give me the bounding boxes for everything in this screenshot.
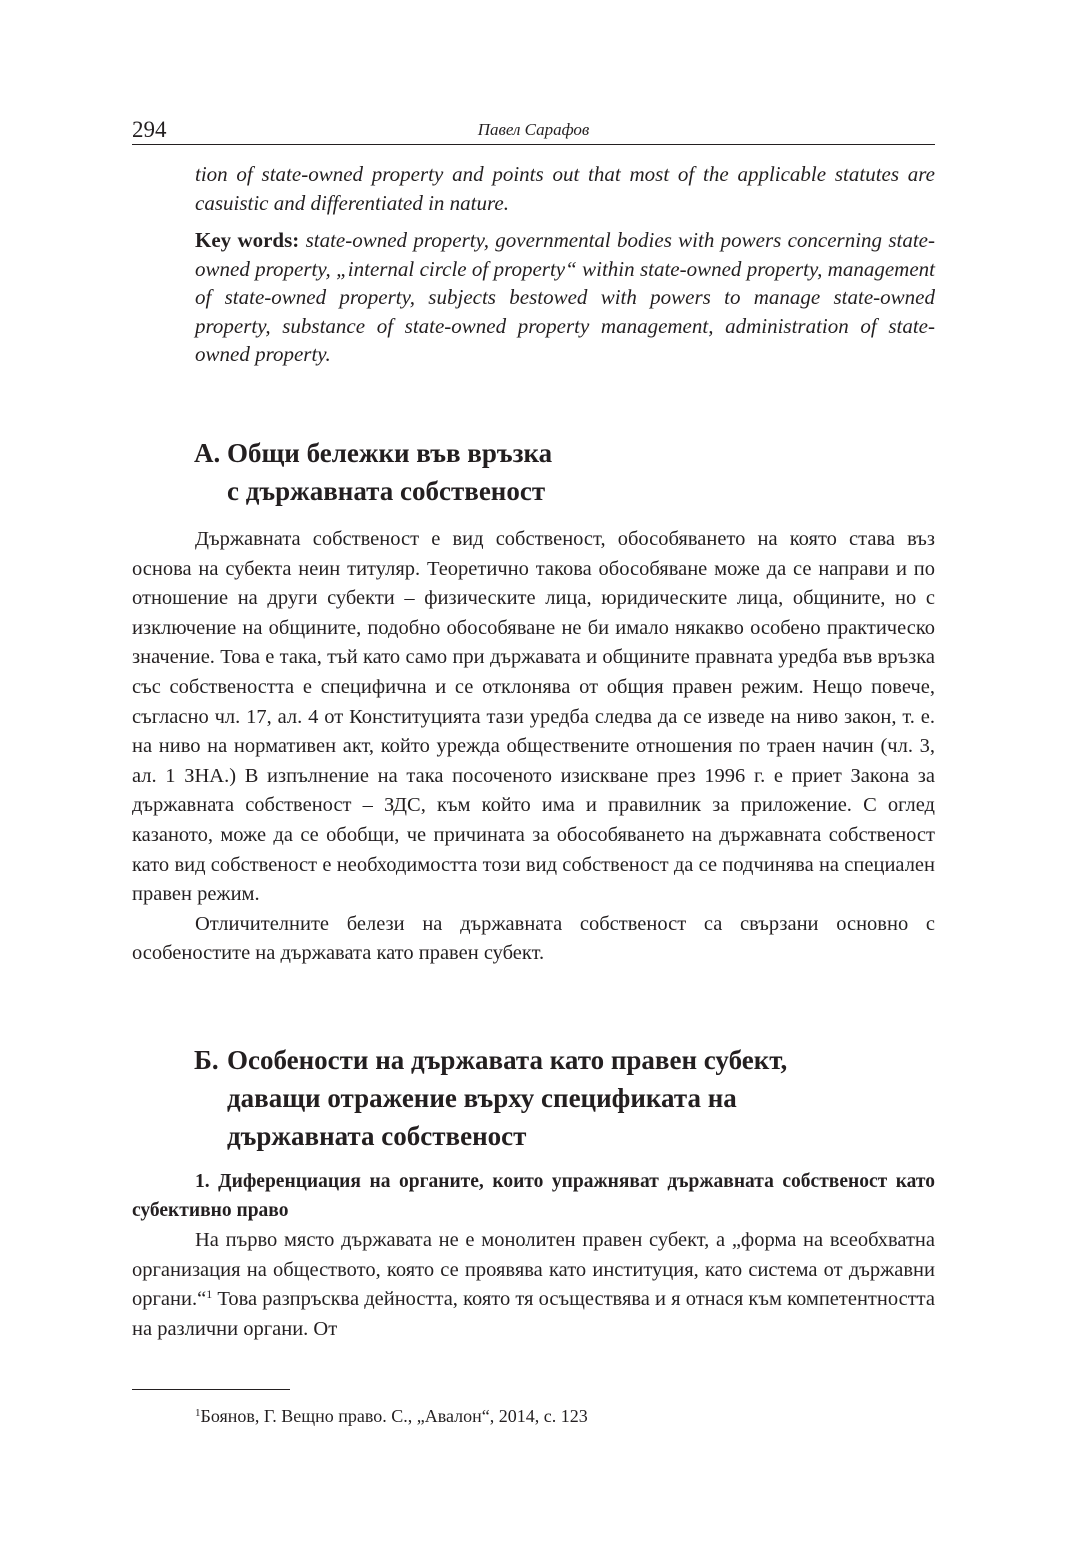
- page-header: [132, 116, 935, 145]
- abstract-continuation: [195, 160, 935, 369]
- abstract-text: tion of state-owned property and points out that most of the applicable statutes are casuistic and differentiated in nature.: [195, 162, 935, 215]
- section-a-body: [132, 525, 935, 969]
- section-a-paragraph-2: Отличителните белези на държавната собственост са свързани основно с особеностите на държавата като правен субект.: [132, 912, 935, 965]
- section-b-letter: Б.: [194, 1045, 219, 1075]
- section-b-heading: [194, 1041, 787, 1155]
- section-b-body: [132, 1226, 935, 1344]
- paragraph-text-after-ref: Това разпръсква дейността, която тя осъществява и я отнася към компетентността на различни органи. От: [132, 1288, 935, 1340]
- section-b-title-line1: Особености на държавата като правен субект,: [227, 1045, 788, 1075]
- page-number: 294: [132, 117, 167, 142]
- keywords-label: Key words:: [195, 228, 300, 252]
- section-a-paragraph-1: Държавната собственост е вид собственост, обособяването на която става въз основа на субекта неин титуляр. Теоретично такова обособяване може да се направи и по отношение на други субекти – физическите лица, юридическите лица, общините, но с изключение на общините, подобно обособяване не би имало някакво особено практическо значение. Това е така, тъй като само при държавата и общините правната уредба във връзка със собствеността е специфична и се отклонява от общия правен режим. Нещо повече, съгласно чл. 17, ал. 4 от Конституцията тази уредба следва да се изведе на ниво закон, т. е. на ниво на нормативен акт, който урежда обществените отношения по траен начин (чл. 3, ал. 1 ЗНА.) В изпълнение на така посоченото изискване през 1996 г. е приет Закона за държавната собственост – ЗДС, към който има и правилник за приложение. С оглед казаното, може да се обобщи, че причината за обособяването на държавната собственост като вид собственост е необходимостта този вид собственост да се подчинява на специален правен режим.: [132, 528, 935, 906]
- keywords-text: state-owned property, governmental bodies with powers concerning state-owned property, „internal circle of property“ within state-owned property, management of state-owned property, subjects bestowed with powers to manage state-owned property, substance of state-owned property management, administration of state-owned property.: [195, 228, 935, 366]
- section-b-title-line2: даващи отражение върху спецификата на: [227, 1083, 737, 1113]
- section-a-title-line2: с държавната собственост: [227, 476, 546, 506]
- footnote-text: Боянов, Г. Вещно право. С., „Авалон“, 2014, с. 123: [200, 1406, 588, 1426]
- keywords: [195, 226, 935, 369]
- section-a-letter: А.: [194, 438, 221, 468]
- paragraph-text-before-ref: На първо място държавата не е монолитен правен субект, а „форма на всеобхватна организация на обществото, която се проявява като институция, като система от държавни органи.“: [132, 1229, 935, 1311]
- section-b-title-line3: държавната собственост: [227, 1121, 527, 1151]
- section-a-title-line1: Общи бележки във връзка: [227, 438, 553, 468]
- running-head-author: Павел Сарафов: [477, 120, 590, 139]
- section-b-paragraph-1: [132, 1226, 935, 1344]
- subsection-1-heading: 1. Диференциация на органите, които упражняват държавната собственост като субективно право: [132, 1171, 935, 1221]
- section-a-heading: [194, 434, 552, 510]
- footnote-ref-1[interactable]: 1: [206, 1287, 213, 1302]
- footnote-separator: [132, 1389, 290, 1390]
- footnote-1: [195, 1404, 588, 1428]
- footnote-number: 1: [195, 1407, 201, 1419]
